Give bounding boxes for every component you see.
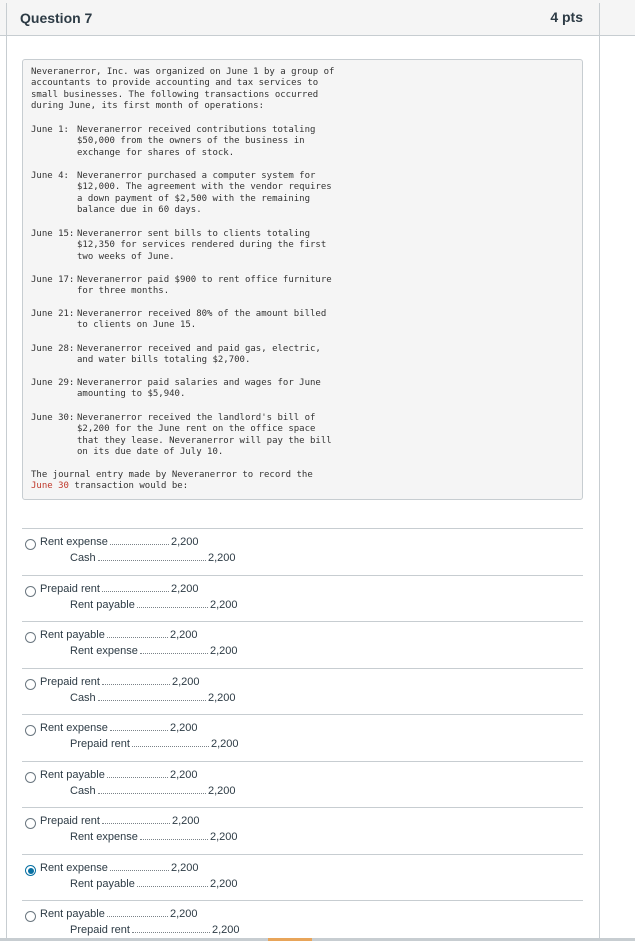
debit-account: Rent expense xyxy=(40,722,108,734)
debit-account: Rent payable xyxy=(40,769,105,781)
debit-account: Rent expense xyxy=(40,862,108,874)
leader-dots xyxy=(137,607,208,608)
transaction-text: Neveranerror received contributions totaling $50,000 from the owners of the business in exchange for shares of stock. xyxy=(77,125,316,158)
credit-account: Cash xyxy=(70,785,96,797)
leader-dots xyxy=(110,870,169,871)
answer-option[interactable] xyxy=(22,854,583,901)
credit-account: Cash xyxy=(70,552,96,564)
answer-option[interactable] xyxy=(22,528,583,575)
question-text-box xyxy=(22,59,583,500)
credit-amount: 2,200 xyxy=(208,785,236,797)
debit-amount: 2,200 xyxy=(170,769,198,781)
credit-amount: 2,200 xyxy=(208,552,236,564)
leader-dots xyxy=(140,653,208,654)
transaction-date: June 28: xyxy=(31,344,75,354)
answer-option[interactable] xyxy=(22,807,583,854)
credit-account: Rent expense xyxy=(70,831,138,843)
radio-button[interactable] xyxy=(25,772,36,783)
credit-amount: 2,200 xyxy=(210,878,238,890)
transaction-date: June 4: xyxy=(31,171,69,181)
radio-button[interactable] xyxy=(25,818,36,829)
transaction-date: June 17: xyxy=(31,275,75,285)
leader-dots xyxy=(140,839,208,840)
credit-amount: 2,200 xyxy=(212,924,240,936)
credit-account: Rent expense xyxy=(70,645,138,657)
radio-button[interactable] xyxy=(25,586,36,597)
answer-option[interactable] xyxy=(22,714,583,761)
debit-account: Prepaid rent xyxy=(40,583,100,595)
transaction-text: Neveranerror received and paid gas, electric, and water bills totaling $2,700. xyxy=(77,344,321,366)
leader-dots xyxy=(110,730,168,731)
transaction-date: June 15: xyxy=(31,229,75,239)
prompt-highlight: June 30 xyxy=(31,481,69,492)
debit-amount: 2,200 xyxy=(170,722,198,734)
debit-account: Prepaid rent xyxy=(40,815,100,827)
credit-amount: 2,200 xyxy=(210,599,238,611)
prompt-rest: transaction would be: xyxy=(68,481,189,492)
radio-button[interactable] xyxy=(25,679,36,690)
debit-account: Rent expense xyxy=(40,536,108,548)
transaction-text: Neveranerror received 80% of the amount billed to clients on June 15. xyxy=(77,309,327,331)
debit-account: Rent payable xyxy=(40,629,105,641)
leader-dots xyxy=(98,793,206,794)
intro-line: accountants to provide accounting and tax services to xyxy=(31,78,319,89)
transaction-text: Neveranerror received the landlord's bill of $2,200 for the June rent on the office space that they lease. Neveranerror will pay the bill on its due date of July 10. xyxy=(77,413,332,458)
radio-button[interactable] xyxy=(25,632,36,643)
answer-option[interactable] xyxy=(22,621,583,668)
question-title: Question 7 xyxy=(20,10,93,26)
transaction-date: June 29: xyxy=(31,378,75,388)
question-points: 4 pts xyxy=(550,9,583,25)
prompt-line-2 xyxy=(31,481,188,492)
leader-dots xyxy=(98,560,206,561)
transaction-text: Neveranerror paid salaries and wages for June amounting to $5,940. xyxy=(77,378,321,400)
leader-dots xyxy=(110,544,169,545)
leader-dots xyxy=(107,916,168,917)
radio-button[interactable] xyxy=(25,539,36,550)
debit-account: Rent payable xyxy=(40,908,105,920)
credit-amount: 2,200 xyxy=(210,645,238,657)
radio-button-selected[interactable] xyxy=(25,865,36,876)
transaction-date: June 1: xyxy=(31,125,69,135)
debit-amount: 2,200 xyxy=(171,536,199,548)
debit-amount: 2,200 xyxy=(170,908,198,920)
debit-amount: 2,200 xyxy=(171,583,199,595)
transaction-text: Neveranerror purchased a computer system for $12,000. The agreement with the vendor requires a down payment of $2,500 with the remaining balance due in 60 days. xyxy=(77,171,332,216)
leader-dots xyxy=(102,684,170,685)
radio-button[interactable] xyxy=(25,725,36,736)
radio-button[interactable] xyxy=(25,911,36,922)
credit-account: Rent payable xyxy=(70,599,135,611)
intro-line: Neveranerror, Inc. was organized on June 1 by a group of xyxy=(31,67,335,77)
prompt-line: The journal entry made by Neveranerror to record the xyxy=(31,470,313,480)
leader-dots xyxy=(132,746,209,747)
leader-dots xyxy=(132,932,210,933)
credit-account: Cash xyxy=(70,692,96,704)
debit-amount: 2,200 xyxy=(171,862,199,874)
debit-account: Prepaid rent xyxy=(40,676,100,688)
answer-option[interactable] xyxy=(22,575,583,622)
debit-amount: 2,200 xyxy=(172,676,200,688)
credit-account: Prepaid rent xyxy=(70,738,130,750)
credit-amount: 2,200 xyxy=(210,831,238,843)
debit-amount: 2,200 xyxy=(170,629,198,641)
leader-dots xyxy=(102,823,170,824)
leader-dots xyxy=(102,591,169,592)
transaction-date: June 21: xyxy=(31,309,75,319)
intro-line: small businesses. The following transactions occurred xyxy=(31,89,319,100)
answer-option[interactable] xyxy=(22,668,583,715)
debit-amount: 2,200 xyxy=(172,815,200,827)
leader-dots xyxy=(137,886,208,887)
transaction-text: Neveranerror sent bills to clients totaling $12,350 for services rendered during the first two weeks of June. xyxy=(77,229,327,262)
intro-line: during June, its first month of operations: xyxy=(31,101,264,112)
credit-account: Prepaid rent xyxy=(70,924,130,936)
answer-option[interactable] xyxy=(22,761,583,808)
leader-dots xyxy=(107,637,168,638)
transaction-date: June 30: xyxy=(31,413,75,423)
transaction-text: Neveranerror paid $900 to rent office furniture for three months. xyxy=(77,275,332,297)
leader-dots xyxy=(107,777,168,778)
leader-dots xyxy=(98,700,206,701)
credit-amount: 2,200 xyxy=(211,738,239,750)
credit-amount: 2,200 xyxy=(208,692,236,704)
credit-account: Rent payable xyxy=(70,878,135,890)
